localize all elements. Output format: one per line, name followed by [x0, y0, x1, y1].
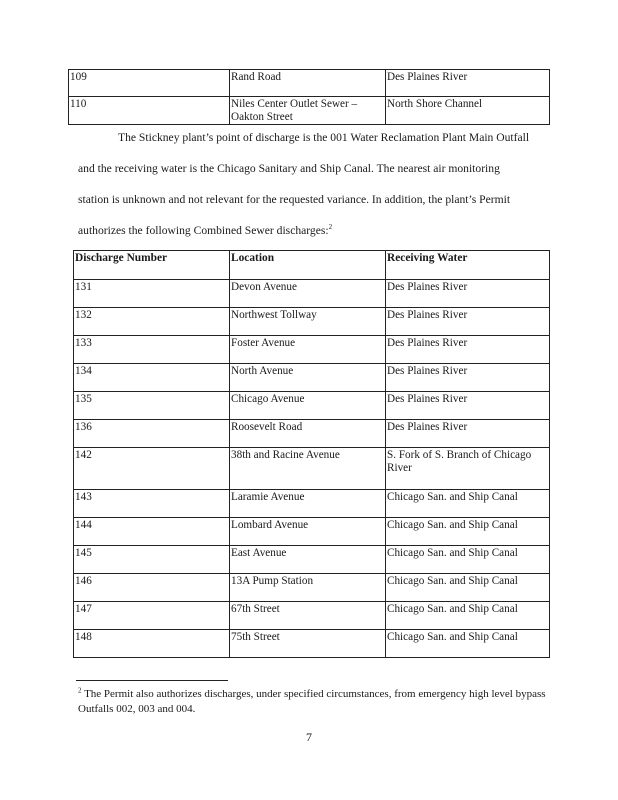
receiving-water-cell: North Shore Channel — [386, 97, 550, 125]
discharge-number-cell: 143 — [74, 490, 230, 518]
table-row — [74, 308, 550, 336]
location-cell: 38th and Racine Avenue — [230, 448, 386, 490]
location-cell: Northwest Tollway — [230, 308, 386, 336]
discharge-number-cell: 135 — [74, 392, 230, 420]
receiving-water-cell: Des Plaines River — [386, 280, 550, 308]
discharge-number-cell: 109 — [69, 70, 230, 97]
table-row — [74, 364, 550, 392]
table-row — [74, 280, 550, 308]
receiving-water-cell: Des Plaines River — [386, 336, 550, 364]
paragraph-line: and the receiving water is the Chicago Sanitary and Ship Canal. The nearest air monitoring — [78, 162, 500, 175]
receiving-water-cell: Des Plaines River — [386, 392, 550, 420]
table-row — [74, 518, 550, 546]
paragraph-line-last — [78, 215, 550, 246]
location-cell: 13A Pump Station — [230, 574, 386, 602]
paragraph-line: station is unknown and not relevant for the requested variance. In addition, the plant’s Permit — [78, 193, 511, 206]
footnote-reference: 2 — [328, 223, 333, 232]
receiving-water-cell: Chicago San. and Ship Canal — [386, 574, 550, 602]
discharge-number-cell: 110 — [69, 97, 230, 125]
footnote-text: The Permit also authorizes discharges, under specified circumstances, from emergency high level bypass Outfalls 002, 003 and 004. — [78, 688, 546, 715]
outfall-table-continued — [68, 69, 550, 125]
receiving-water-cell: Chicago San. and Ship Canal — [386, 546, 550, 574]
paragraph-line-text: authorizes the following Combined Sewer discharges: — [78, 224, 329, 237]
header-receiving-water: Receiving Water — [386, 251, 550, 280]
location-cell: 67th Street — [230, 602, 386, 630]
discharge-number-cell: 136 — [74, 420, 230, 448]
discharge-number-cell: 133 — [74, 336, 230, 364]
table-row — [74, 602, 550, 630]
discharge-number-cell: 146 — [74, 574, 230, 602]
table-row — [74, 336, 550, 364]
footnote — [78, 687, 548, 717]
receiving-water-cell: Des Plaines River — [386, 308, 550, 336]
location-cell: 75th Street — [230, 630, 386, 658]
receiving-water-cell: Des Plaines River — [386, 70, 550, 97]
discharge-paragraph — [78, 122, 550, 246]
table-row — [69, 70, 550, 97]
combined-sewer-discharge-table — [73, 250, 550, 658]
receiving-water-cell: Chicago San. and Ship Canal — [386, 518, 550, 546]
paragraph-line: The Stickney plant’s point of discharge is the 001 Water Reclamation Plant Main Outfall — [118, 131, 530, 144]
table-row — [74, 448, 550, 490]
footnote-divider — [76, 680, 228, 681]
discharge-number-cell: 144 — [74, 518, 230, 546]
footnote-marker: 2 — [78, 686, 82, 695]
discharge-number-cell: 147 — [74, 602, 230, 630]
table-row — [74, 392, 550, 420]
table-row — [74, 574, 550, 602]
location-cell: Rand Road — [230, 70, 386, 97]
discharge-number-cell: 134 — [74, 364, 230, 392]
table-row — [74, 546, 550, 574]
location-cell: Chicago Avenue — [230, 392, 386, 420]
page-number: 7 — [306, 730, 312, 744]
table-header-row — [74, 251, 550, 280]
discharge-number-cell: 132 — [74, 308, 230, 336]
discharge-number-cell: 145 — [74, 546, 230, 574]
receiving-water-cell: S. Fork of S. Branch of Chicago River — [386, 448, 550, 490]
table-row — [74, 420, 550, 448]
header-location: Location — [230, 251, 386, 280]
location-cell: Laramie Avenue — [230, 490, 386, 518]
receiving-water-cell: Des Plaines River — [386, 420, 550, 448]
table-row — [69, 97, 550, 125]
receiving-water-cell: Des Plaines River — [386, 364, 550, 392]
header-discharge-number: Discharge Number — [74, 251, 230, 280]
location-cell: Lombard Avenue — [230, 518, 386, 546]
location-cell: East Avenue — [230, 546, 386, 574]
discharge-number-cell: 142 — [74, 448, 230, 490]
receiving-water-cell: Chicago San. and Ship Canal — [386, 630, 550, 658]
location-cell: Roosevelt Road — [230, 420, 386, 448]
location-cell: Foster Avenue — [230, 336, 386, 364]
location-cell: Devon Avenue — [230, 280, 386, 308]
table-row — [74, 630, 550, 658]
discharge-number-cell: 148 — [74, 630, 230, 658]
location-cell: Niles Center Outlet Sewer – Oakton Street — [230, 97, 386, 125]
discharge-number-cell: 131 — [74, 280, 230, 308]
location-cell: North Avenue — [230, 364, 386, 392]
receiving-water-cell: Chicago San. and Ship Canal — [386, 602, 550, 630]
receiving-water-cell: Chicago San. and Ship Canal — [386, 490, 550, 518]
table-row — [74, 490, 550, 518]
